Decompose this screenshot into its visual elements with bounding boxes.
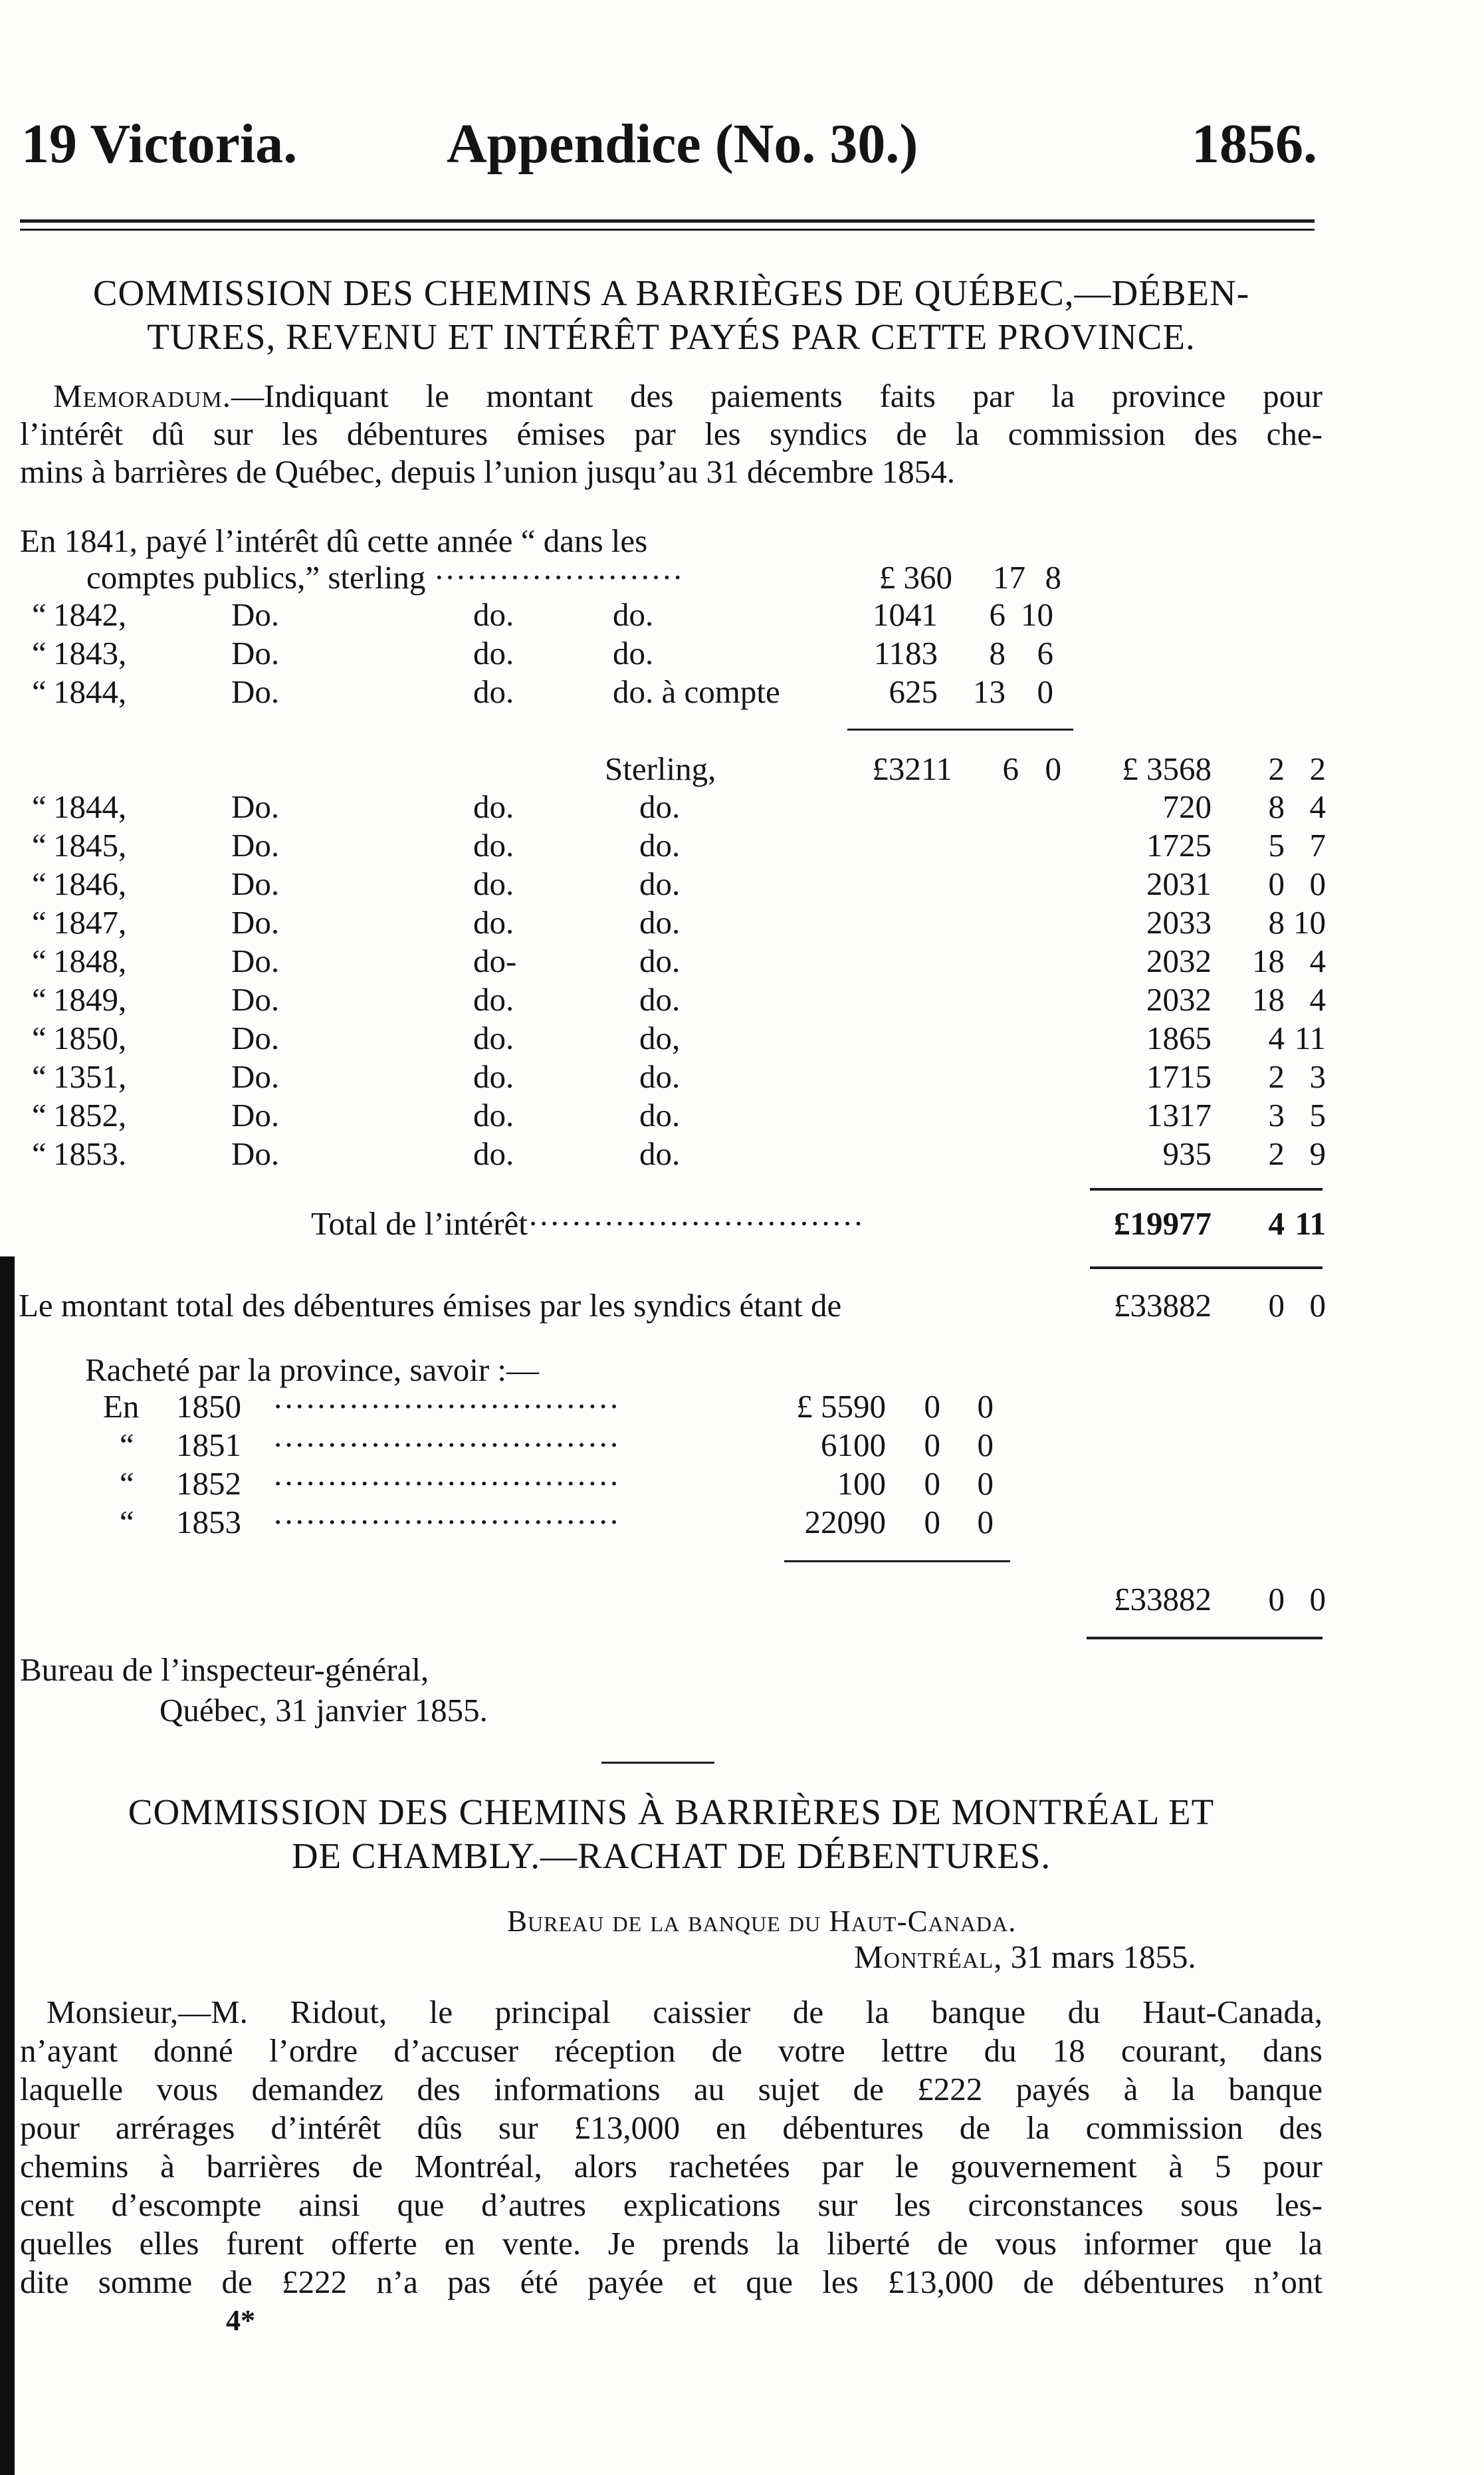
- rachete-total-pound: £33882: [1114, 1581, 1212, 1617]
- total-pound: £19977: [1114, 1205, 1212, 1242]
- section1-title-line1: COMMISSION DES CHEMINS A BARRIÈGES DE QUÉBEC,—DÉBEN-: [92, 273, 1250, 313]
- row-pence: 0: [1037, 673, 1053, 710]
- rachete-dots: ································: [272, 1504, 620, 1540]
- letter-line: cent d’escompte ainsi que d’autres explications sur les circonstances sous les-: [20, 2186, 1323, 2223]
- subtotal-s: 6: [1002, 751, 1019, 787]
- signature-line2: Québec, 31 janvier 1855.: [159, 1692, 488, 1728]
- rachete-d: 0: [977, 1388, 994, 1425]
- row-pence: 7: [1309, 827, 1326, 864]
- rachete-dots: ································: [272, 1388, 620, 1425]
- row-pound: 1183: [873, 635, 938, 671]
- row-year: 1846,: [53, 866, 127, 902]
- date-text: 31 mars 1855.: [1002, 1939, 1196, 1975]
- row-col3: do. à compte: [613, 673, 780, 710]
- section2-title-line2: DE CHAMBLY.—RACHAT DE DÉBENTURES.: [291, 1835, 1051, 1876]
- debentures-line: Le montant total des débentures émises par les syndics étant de: [19, 1287, 842, 1324]
- row-col3: do.: [639, 827, 681, 864]
- row-pound: 2031: [1146, 866, 1212, 902]
- row-col3: do.: [639, 788, 681, 825]
- place-date: [854, 1938, 1196, 1976]
- row-year: 1842,: [53, 596, 127, 633]
- row-col1: Do.: [231, 1097, 280, 1133]
- row-year: 1852,: [53, 1097, 127, 1133]
- row-quote: “: [32, 943, 47, 979]
- row-shillings: 4: [1268, 1020, 1285, 1056]
- place-name: Montréal,: [854, 1939, 1003, 1975]
- row-col2: do.: [473, 981, 514, 1018]
- table1-first-d: 8: [1045, 559, 1061, 596]
- row-pence: 10: [1293, 904, 1326, 941]
- row-pound: 2032: [1146, 943, 1212, 979]
- row-col3: do.: [639, 981, 681, 1018]
- row-col3: do.: [639, 866, 681, 902]
- rachete-dots: ································: [272, 1427, 620, 1463]
- letter-paragraph: [20, 1993, 1323, 2301]
- row-quote: “: [32, 904, 47, 941]
- row-quote: “: [32, 866, 47, 902]
- row-col2: do.: [473, 635, 514, 671]
- row-quote: “: [32, 827, 47, 864]
- rachete-dots: ································: [272, 1465, 620, 1502]
- row-year: 1850,: [53, 1020, 127, 1056]
- row-col3: do.: [639, 1135, 681, 1172]
- row-pence: 6: [1037, 635, 1053, 671]
- row-quote: “: [32, 981, 47, 1018]
- rachete-total-d: 0: [1309, 1581, 1326, 1617]
- row-pence: 10: [1021, 596, 1053, 633]
- converted-pound: £ 3568: [1122, 751, 1212, 787]
- rachete-total-rule: [1087, 1637, 1323, 1639]
- rachete-rule: [784, 1560, 1010, 1562]
- row-col1: Do.: [231, 673, 280, 710]
- row-col1: Do.: [231, 866, 280, 902]
- row-pence: 0: [1309, 866, 1326, 902]
- rachete-d: 0: [977, 1465, 994, 1502]
- row-quote: “: [32, 788, 47, 825]
- row-quote: “: [32, 1097, 47, 1133]
- row-pence: 4: [1309, 981, 1326, 1018]
- header-session: 19 Victoria.: [21, 113, 298, 175]
- row-col3: do.: [613, 635, 654, 671]
- row-shillings: 0: [1268, 866, 1285, 902]
- table1-first-line2: comptes publics,” sterling ·······················: [86, 559, 683, 596]
- row-col2: do.: [473, 1058, 514, 1095]
- total-label: Total de l’intérêt·······························: [311, 1205, 864, 1242]
- row-shillings: 6: [989, 596, 1006, 633]
- row-year: 1847,: [53, 904, 127, 941]
- row-shillings: 18: [1252, 943, 1285, 979]
- row-col1: Do.: [231, 1058, 280, 1095]
- row-col2: do.: [473, 827, 514, 864]
- row-col2: do-: [473, 943, 517, 979]
- row-shillings: 13: [973, 673, 1006, 710]
- converted-s: 2: [1268, 751, 1285, 787]
- letter-line: n’ayant donné l’ordre d’accuser réception de votre lettre du 18 courant, dans: [20, 2032, 1323, 2069]
- rachete-s: 0: [924, 1465, 940, 1502]
- row-col2: do.: [473, 673, 514, 710]
- section-separator: [601, 1762, 714, 1764]
- letter-line: pour arrérages d’intérêt dûs sur £13,000 en débentures de la commission des: [20, 2109, 1323, 2146]
- row-shillings: 2: [1268, 1058, 1285, 1095]
- row-year: 1849,: [53, 981, 127, 1018]
- row-pound: 1715: [1146, 1058, 1212, 1095]
- rachete-year: 1852: [176, 1465, 241, 1502]
- row-col2: do.: [473, 904, 514, 941]
- row-year: 1844,: [53, 788, 127, 825]
- row-col2: do.: [473, 1020, 514, 1056]
- row-shillings: 18: [1252, 981, 1285, 1018]
- rachete-pound: 6100: [821, 1427, 886, 1463]
- row-col1: Do.: [231, 827, 280, 864]
- letter-line: chemins à barrières de Montréal, alors rachetées par le gouvernement à 5 pour: [20, 2148, 1323, 2184]
- row-year: 1848,: [53, 943, 127, 979]
- page-edge-shadow: [0, 1256, 15, 2475]
- rachete-s: 0: [924, 1427, 940, 1463]
- row-pound: 1041: [873, 596, 938, 633]
- section1-title-line2: TURES, REVENU ET INTÉRÊT PAYÉS PAR CETTE PROVINCE.: [147, 316, 1196, 357]
- row-col3: do.: [639, 943, 681, 979]
- row-quote: “: [32, 635, 47, 671]
- rachete-d: 0: [977, 1427, 994, 1463]
- row-year: 1845,: [53, 827, 127, 864]
- row-shillings: 5: [1268, 827, 1285, 864]
- memo-line1: —Indiquant le montant des paiements faits par la province pour: [231, 378, 1323, 414]
- rachete-pound: 22090: [804, 1504, 886, 1540]
- row-col1: Do.: [231, 596, 280, 633]
- row-pound: 1317: [1146, 1097, 1212, 1133]
- row-shillings: 8: [1268, 904, 1285, 941]
- header-rule-bottom: [20, 229, 1315, 231]
- rachete-total-s: 0: [1268, 1581, 1285, 1617]
- debentures-pound: £33882: [1114, 1287, 1212, 1324]
- row-pence: 11: [1294, 1020, 1326, 1056]
- row-quote: “: [32, 1020, 47, 1056]
- row-year: 1853.: [53, 1135, 127, 1172]
- row-col1: Do.: [231, 788, 280, 825]
- signature-line1: Bureau de l’inspecteur-général,: [20, 1651, 429, 1688]
- rachete-prefix: “: [120, 1465, 134, 1502]
- memo-paragraph: [20, 377, 1323, 491]
- row-pound: 2033: [1146, 904, 1212, 941]
- row-col2: do.: [473, 788, 514, 825]
- row-pound: 720: [1162, 788, 1212, 825]
- row-col3: do,: [639, 1020, 681, 1056]
- letter-line: dite somme de £222 n’a pas été payée et que les £13,000 de débentures n’ont: [20, 2264, 1323, 2300]
- rachete-pound: 100: [837, 1465, 886, 1502]
- row-col2: do.: [473, 1097, 514, 1133]
- row-shillings: 2: [1268, 1135, 1285, 1172]
- row-col3: do.: [639, 1058, 681, 1095]
- converted-d: 2: [1309, 751, 1326, 787]
- rachete-s: 0: [924, 1388, 940, 1425]
- row-col2: do.: [473, 596, 514, 633]
- table1-first-pound: £ 360: [879, 559, 952, 596]
- rachete-prefix: “: [120, 1504, 134, 1540]
- total-d: 11: [1295, 1205, 1326, 1242]
- rachete-s: 0: [924, 1504, 940, 1540]
- header-appendix: Appendice (No. 30.): [447, 113, 918, 175]
- total-rule-bottom: [1090, 1266, 1323, 1269]
- letter-line: laquelle vous demandez des informations au sujet de £222 payés à la banque: [20, 2071, 1323, 2107]
- signature-mark: 4*: [226, 2304, 255, 2337]
- table1-first-line: En 1841, payé l’intérêt dû cette année “ dans les: [20, 523, 648, 559]
- rachete-prefix: En: [103, 1388, 140, 1425]
- row-pence: 5: [1309, 1097, 1326, 1133]
- total-s: 4: [1268, 1205, 1285, 1242]
- total-rule-top: [1090, 1188, 1323, 1191]
- rachete-year: 1851: [176, 1427, 241, 1463]
- section1-title: [20, 271, 1323, 359]
- row-year: 1351,: [53, 1058, 127, 1095]
- letter-line: Monsieur,—M. Ridout, le principal caissier de la banque du Haut-Canada,: [47, 1994, 1323, 2030]
- row-quote: “: [32, 1058, 47, 1095]
- subtotal-d: 0: [1045, 751, 1061, 787]
- row-pence: 4: [1309, 788, 1326, 825]
- debentures-s: 0: [1268, 1287, 1285, 1324]
- sterling-label: Sterling,: [605, 751, 716, 787]
- debentures-d: 0: [1309, 1287, 1326, 1324]
- memo-line2: l’intérêt dû sur les débentures émises par les syndics de la commission des che-: [20, 415, 1323, 452]
- row-year: 1844,: [53, 673, 127, 710]
- row-col1: Do.: [231, 981, 280, 1018]
- rachete-pound: £ 5590: [796, 1388, 886, 1425]
- row-col3: do.: [639, 904, 681, 941]
- row-col1: Do.: [231, 635, 280, 671]
- memo-label: Memoradum.: [53, 378, 231, 414]
- row-shillings: 3: [1268, 1097, 1285, 1133]
- row-col2: do.: [473, 866, 514, 902]
- subtotal-rule: [847, 729, 1073, 731]
- row-pound: 625: [889, 673, 938, 710]
- memo-line3: mins à barrières de Québec, depuis l’union jusqu’au 31 décembre 1854.: [20, 453, 955, 490]
- rachete-d: 0: [977, 1504, 994, 1540]
- rachete-label: Racheté par la province, savoir :—: [85, 1352, 540, 1388]
- row-pence: 9: [1309, 1135, 1326, 1172]
- row-pound: 935: [1162, 1135, 1212, 1172]
- row-col3: do.: [613, 596, 654, 633]
- rachete-year: 1850: [176, 1388, 241, 1425]
- rachete-year: 1853: [176, 1504, 241, 1540]
- row-pence: 4: [1309, 943, 1326, 979]
- section2-title: [20, 1790, 1323, 1878]
- row-col2: do.: [473, 1135, 514, 1172]
- row-shillings: 8: [989, 635, 1006, 671]
- row-pound: 2032: [1146, 981, 1212, 1018]
- row-year: 1843,: [53, 635, 127, 671]
- rachete-prefix: “: [120, 1427, 134, 1463]
- row-quote: “: [32, 673, 47, 710]
- row-quote: “: [32, 596, 47, 633]
- header-year: 1856.: [1192, 113, 1317, 175]
- row-quote: “: [32, 1135, 47, 1172]
- header-rule-top: [20, 219, 1315, 223]
- row-shillings: 8: [1268, 788, 1285, 825]
- row-col1: Do.: [231, 904, 280, 941]
- subtotal-pound: £3211: [872, 751, 952, 787]
- row-pound: 1865: [1146, 1020, 1212, 1056]
- section2-title-line1: COMMISSION DES CHEMINS À BARRIÈRES DE MONTRÉAL ET: [128, 1792, 1215, 1832]
- row-pound: 1725: [1146, 827, 1212, 864]
- row-pence: 3: [1309, 1058, 1326, 1095]
- row-col1: Do.: [231, 943, 280, 979]
- row-col1: Do.: [231, 1135, 280, 1172]
- table1-first-s: 17: [993, 559, 1025, 596]
- row-col3: do.: [639, 1097, 681, 1133]
- office-line: Bureau de la banque du Haut-Canada.: [507, 1905, 1017, 1938]
- letter-line: quelles elles furent offerte en vente. Je prends la liberté de vous informer que la: [20, 2225, 1323, 2262]
- row-col1: Do.: [231, 1020, 280, 1056]
